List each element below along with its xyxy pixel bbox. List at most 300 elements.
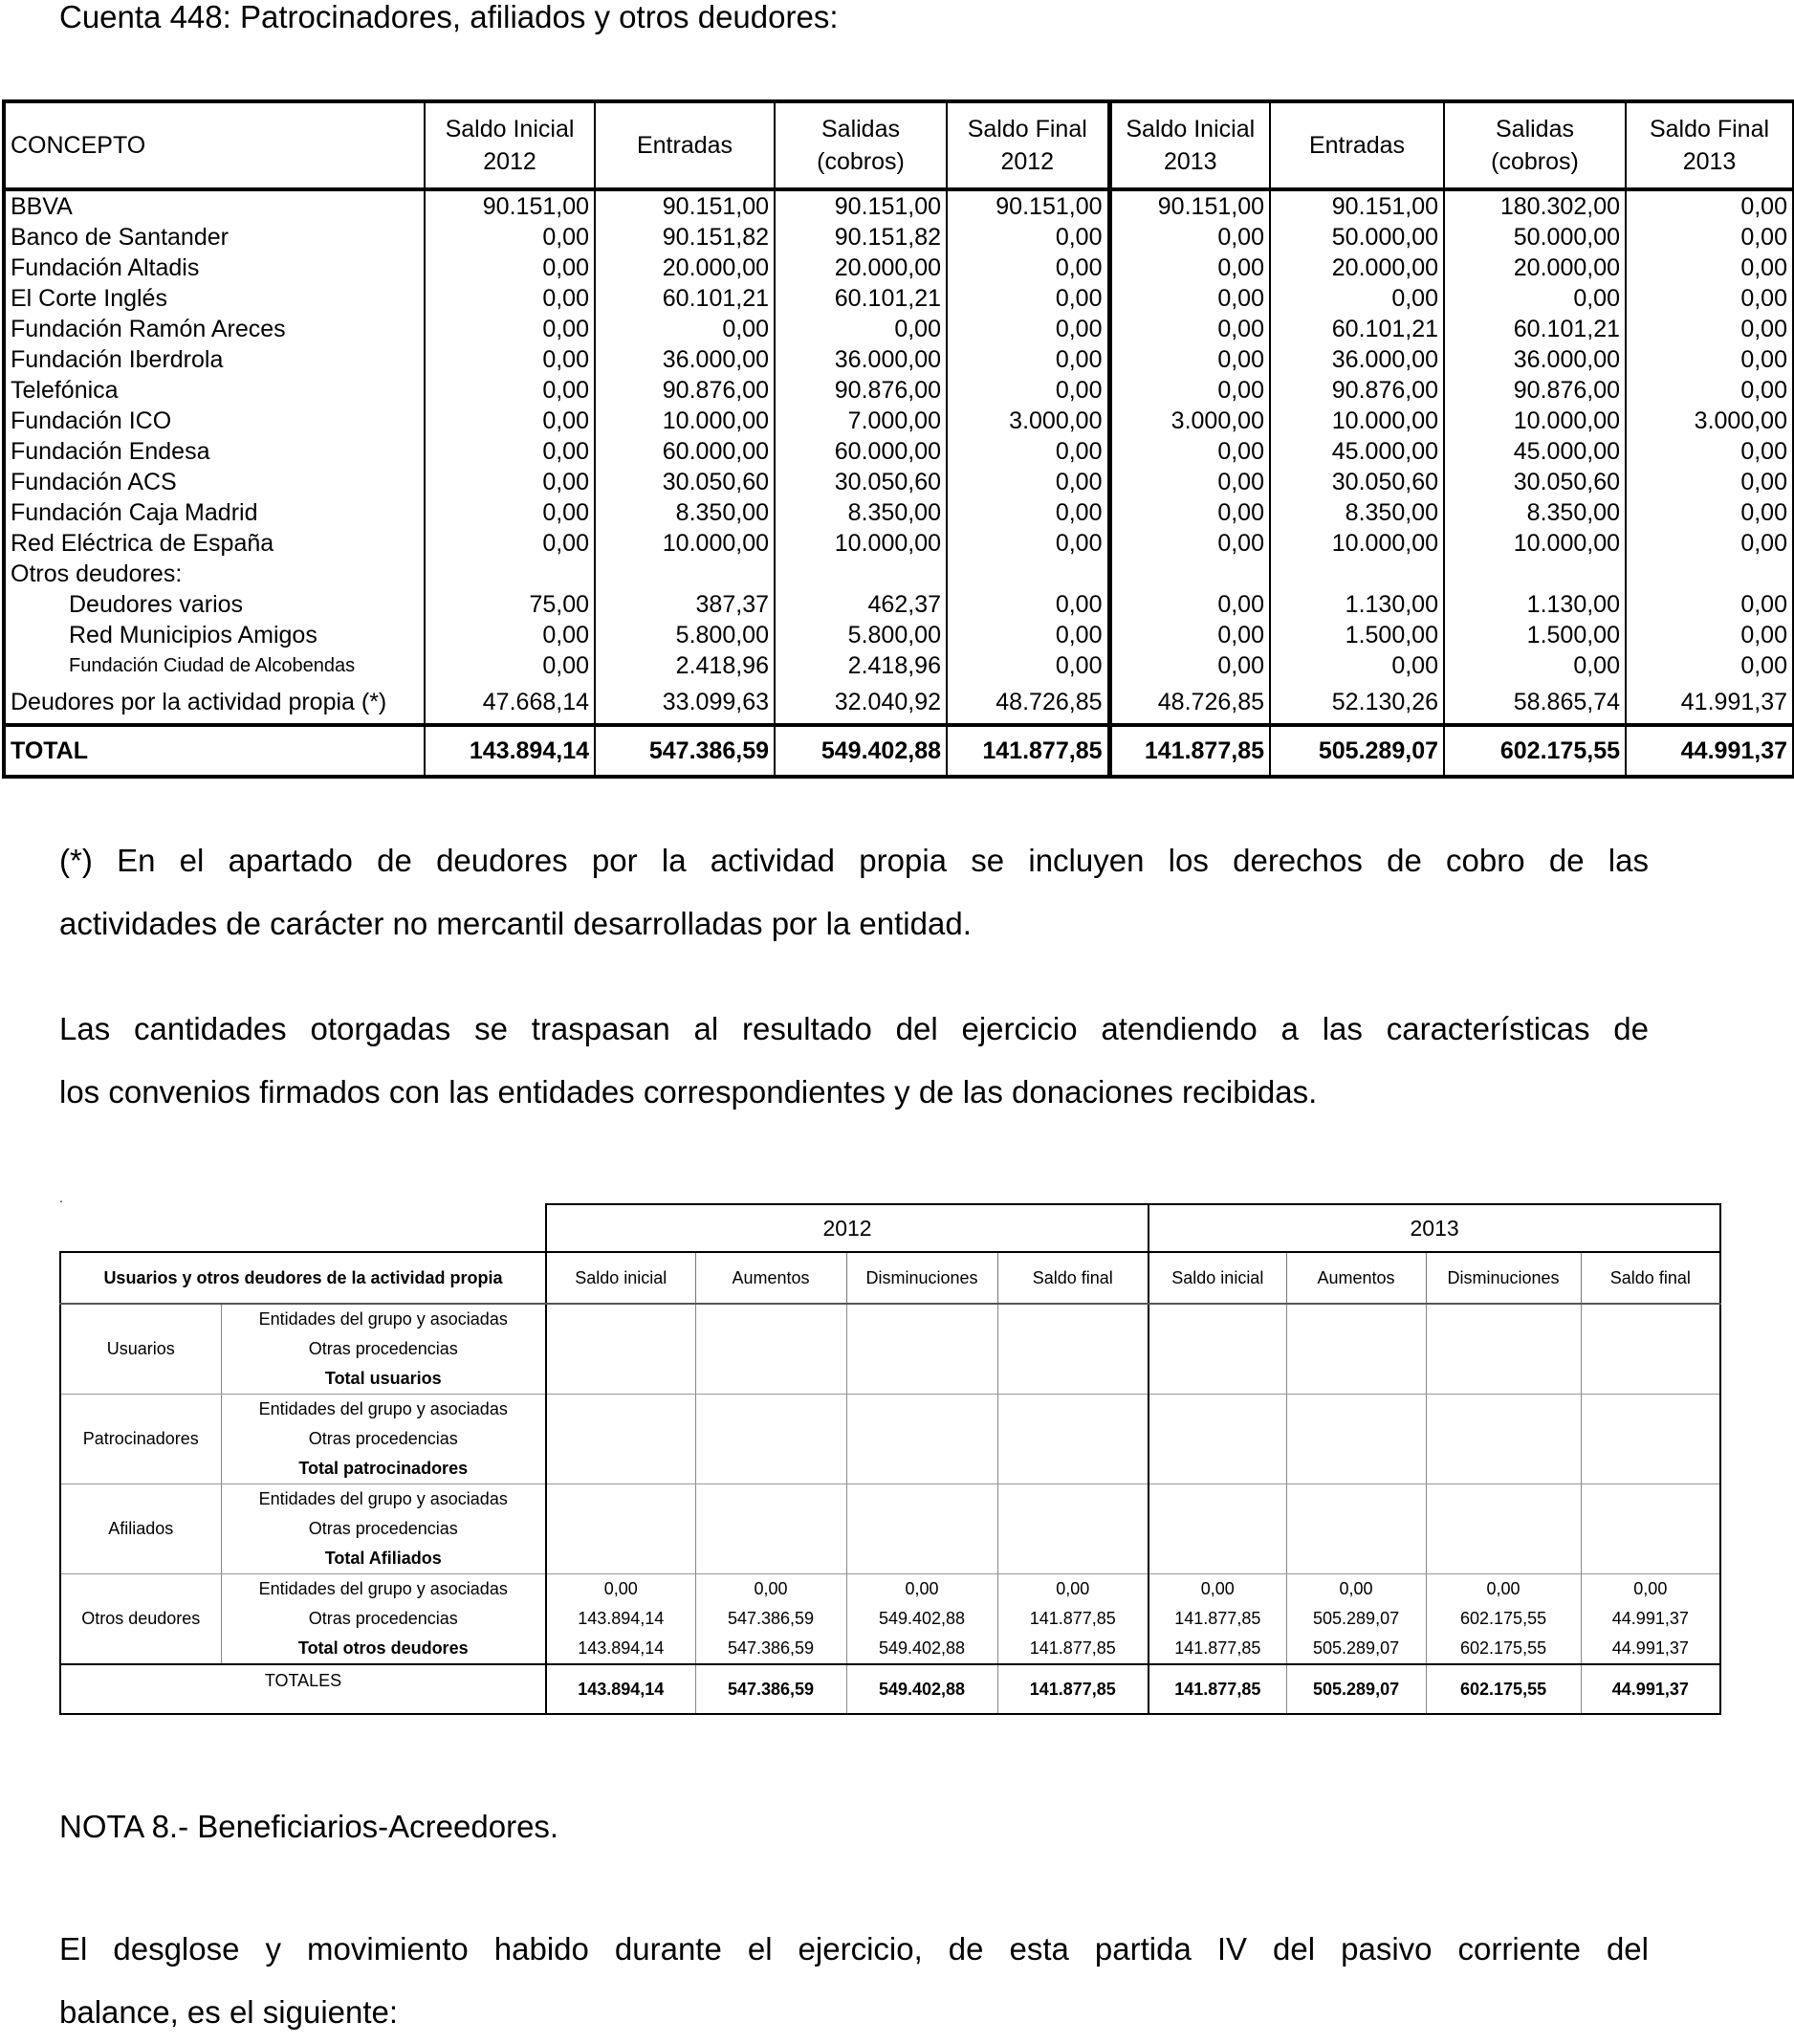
table-cell: 0,00 — [425, 283, 595, 314]
table-cell: 387,37 — [595, 589, 775, 620]
totals-cell: 141.877,85 — [1149, 1664, 1286, 1714]
column-header-line: Salidas — [1496, 116, 1574, 143]
table-cell: 90.151,82 — [775, 222, 947, 253]
table-cell — [695, 1364, 846, 1395]
table-cell: 0,00 — [947, 589, 1109, 620]
table-cell: 0,00 — [947, 222, 1109, 253]
table-cell: 0,00 — [947, 467, 1109, 497]
table-cell: 0,00 — [425, 344, 595, 375]
column-header: Disminuciones — [846, 1252, 997, 1304]
table-cell: 0,00 — [1109, 528, 1270, 559]
table-cell: 0,00 — [425, 650, 595, 681]
table-cell — [1426, 1304, 1581, 1334]
table-cell — [695, 1514, 846, 1544]
table-cell: 48.726,85 — [947, 681, 1109, 725]
table-cell — [546, 1424, 695, 1454]
table-cell: 602.175,55 — [1444, 725, 1626, 777]
column-header: Aumentos — [695, 1252, 846, 1304]
row-label: Fundación Ramón Areces — [11, 316, 286, 342]
debtors-activity-table — [59, 1203, 1721, 1715]
table-cell — [1286, 1304, 1426, 1334]
table-cell — [1426, 1544, 1581, 1574]
table-cell: 90.876,00 — [775, 375, 947, 406]
table-cell — [1581, 1544, 1720, 1574]
column-header-line: Saldo Final — [1649, 116, 1770, 143]
table-cell — [846, 1454, 997, 1484]
column-header-line: Saldo Inicial — [1126, 116, 1256, 143]
table-cell: 0,00 — [1109, 497, 1270, 528]
table-cell — [1149, 1304, 1286, 1334]
table-cell — [425, 559, 595, 589]
table-cell — [1149, 1514, 1286, 1544]
row-label: Deudores varios — [69, 591, 244, 618]
table-cell — [1286, 1544, 1426, 1574]
paragraph — [59, 998, 1649, 1124]
table-cell: 90.151,00 — [1109, 189, 1270, 222]
table-cell — [1581, 1454, 1720, 1484]
table-cell: 0,00 — [1109, 436, 1270, 467]
paragraph-line: los convenios firmados con las entidades correspondientes y de las donaciones recibidas. — [59, 1074, 1318, 1110]
table-cell: 0,00 — [425, 497, 595, 528]
table-cell: 0,00 — [1109, 467, 1270, 497]
table-cell: 47.668,14 — [425, 681, 595, 725]
column-header-line: Entradas — [1308, 132, 1406, 159]
column-header: Saldo inicial — [1149, 1252, 1286, 1304]
table-cell — [1149, 1424, 1286, 1454]
table-row — [60, 1304, 1720, 1334]
table-cell: 1.500,00 — [1270, 620, 1444, 650]
table-cell — [997, 1334, 1149, 1364]
table-cell — [1626, 559, 1794, 589]
table-cell: 50.000,00 — [1444, 222, 1626, 253]
table-cell — [846, 1395, 997, 1425]
table-cell: 505.289,07 — [1270, 725, 1444, 777]
table-cell: 0,00 — [1109, 620, 1270, 650]
table-row — [4, 559, 1794, 589]
table-cell: 90.151,00 — [775, 189, 947, 222]
column-header — [595, 101, 775, 189]
table-cell: 8.350,00 — [775, 497, 947, 528]
table-cell: 20.000,00 — [1444, 253, 1626, 283]
table-cell: 547.386,59 — [695, 1634, 846, 1664]
paragraph-line: Las cantidades otorgadas se traspasan al resultado del ejercicio atendiendo a las características de — [59, 1011, 1649, 1046]
table-cell — [1286, 1395, 1426, 1425]
column-header-line: CONCEPTO — [11, 132, 146, 159]
table-cell: 2.418,96 — [775, 650, 947, 681]
table-cell: 547.386,59 — [695, 1604, 846, 1634]
table-cell: 549.402,88 — [846, 1604, 997, 1634]
totals-cell: 505.289,07 — [1286, 1664, 1426, 1714]
row-label: Otras procedencias — [221, 1424, 546, 1454]
note-line: balance, es el siguiente: — [59, 1994, 399, 2030]
table-cell — [997, 1424, 1149, 1454]
table-cell — [546, 1395, 695, 1425]
table-cell: 5.800,00 — [775, 620, 947, 650]
note-paragraph — [59, 1918, 1649, 2044]
table-cell: 75,00 — [425, 589, 595, 620]
table-cell: 1.130,00 — [1270, 589, 1444, 620]
table-cell: 143.894,14 — [546, 1634, 695, 1664]
column-header: Disminuciones — [1426, 1252, 1581, 1304]
group-label: Otros deudores — [60, 1574, 221, 1665]
table-row — [4, 222, 1794, 253]
table-cell: 0,00 — [775, 314, 947, 344]
table-cell: 0,00 — [425, 222, 595, 253]
table-row — [60, 1334, 1720, 1364]
table-cell: 33.099,63 — [595, 681, 775, 725]
table-cell: 0,00 — [1626, 589, 1794, 620]
table-cell: 50.000,00 — [1270, 222, 1444, 253]
table-cell — [1286, 1334, 1426, 1364]
table-cell — [546, 1334, 695, 1364]
column-header-line: 2012 — [1000, 148, 1055, 175]
table-cell — [1286, 1514, 1426, 1544]
table-cell: 60.101,21 — [595, 283, 775, 314]
table-row — [4, 620, 1794, 650]
table-cell — [997, 1454, 1149, 1484]
table-cell — [695, 1304, 846, 1334]
table-cell: 462,37 — [775, 589, 947, 620]
table-cell — [846, 1424, 997, 1454]
table-cell: 0,00 — [947, 620, 1109, 650]
table-cell — [695, 1395, 846, 1425]
table-cell — [546, 1484, 695, 1515]
table-cell — [947, 559, 1109, 589]
table-cell: 36.000,00 — [775, 344, 947, 375]
row-label: Entidades del grupo y asociadas — [221, 1395, 546, 1425]
table-cell: 0,00 — [1109, 589, 1270, 620]
year-header: 2013 — [1149, 1204, 1720, 1252]
column-header-line: Saldo Final — [967, 116, 1087, 143]
table-cell: 0,00 — [947, 253, 1109, 283]
totals-label: TOTALES — [60, 1664, 546, 1714]
table-cell: 0,00 — [947, 497, 1109, 528]
table-cell: 0,00 — [1109, 344, 1270, 375]
totals-cell: 547.386,59 — [695, 1664, 846, 1714]
table-cell: 141.877,85 — [1109, 725, 1270, 777]
table-cell: 0,00 — [1626, 375, 1794, 406]
table-cell: 0,00 — [425, 375, 595, 406]
table-row — [4, 681, 1794, 725]
table-cell: 0,00 — [947, 344, 1109, 375]
column-header: Saldo final — [1581, 1252, 1720, 1304]
table-cell: 0,00 — [1626, 283, 1794, 314]
table-cell: 143.894,14 — [546, 1604, 695, 1634]
table-cell — [546, 1364, 695, 1395]
table-row — [60, 1424, 1720, 1454]
table-cell: 0,00 — [1626, 436, 1794, 467]
table-cell: 0,00 — [947, 283, 1109, 314]
table-cell: 602.175,55 — [1426, 1634, 1581, 1664]
column-header — [1444, 101, 1626, 189]
table-cell: 0,00 — [425, 436, 595, 467]
table-cell: 0,00 — [1626, 222, 1794, 253]
table-row — [4, 283, 1794, 314]
table-row — [60, 1574, 1720, 1605]
table-cell — [546, 1514, 695, 1544]
table-cell — [695, 1484, 846, 1515]
table-cell: 0,00 — [1270, 650, 1444, 681]
table-cell — [695, 1424, 846, 1454]
table-cell — [1286, 1484, 1426, 1515]
row-label: Fundación Altadis — [11, 254, 200, 281]
table-cell: 5.800,00 — [595, 620, 775, 650]
table-cell: 0,00 — [1626, 253, 1794, 283]
group-label: Usuarios — [60, 1304, 221, 1395]
column-header-line: Salidas — [821, 116, 900, 143]
table-cell: 20.000,00 — [595, 253, 775, 283]
table-cell: 141.877,85 — [1149, 1634, 1286, 1664]
table-cell — [695, 1454, 846, 1484]
table-cell: 141.877,85 — [947, 725, 1109, 777]
table-cell: 0,00 — [1426, 1574, 1581, 1605]
footnote — [59, 829, 1649, 956]
table-cell — [1581, 1364, 1720, 1395]
table-cell — [1149, 1395, 1286, 1425]
table-cell: 2.418,96 — [595, 650, 775, 681]
column-header-line: Saldo Inicial — [445, 116, 575, 143]
table-row — [4, 253, 1794, 283]
row-label: Fundación Iberdrola — [11, 346, 224, 373]
totals-cell: 44.991,37 — [1581, 1664, 1720, 1714]
table-row — [60, 1514, 1720, 1544]
table-cell: 180.302,00 — [1444, 189, 1626, 222]
row-label: TOTAL — [4, 725, 425, 777]
table-cell — [695, 1334, 846, 1364]
column-header — [947, 101, 1109, 189]
table-cell — [1426, 1514, 1581, 1544]
header-row — [4, 101, 1794, 189]
table-cell: 20.000,00 — [775, 253, 947, 283]
column-header-line: 2013 — [1682, 148, 1737, 175]
table-cell: 60.000,00 — [775, 436, 947, 467]
table-cell: 44.991,37 — [1581, 1634, 1720, 1664]
table-cell: 141.877,85 — [997, 1604, 1149, 1634]
table-cell — [846, 1364, 997, 1395]
table-cell — [846, 1304, 997, 1334]
row-label: Red Municipios Amigos — [69, 622, 317, 648]
table-cell: 90.151,82 — [595, 222, 775, 253]
column-header — [425, 101, 595, 189]
table-cell: 8.350,00 — [1270, 497, 1444, 528]
column-header — [1270, 101, 1444, 189]
table-cell — [1270, 559, 1444, 589]
group-label: Patrocinadores — [60, 1395, 221, 1484]
table-cell: 44.991,37 — [1626, 725, 1794, 777]
table-cell — [997, 1304, 1149, 1334]
table-cell — [1109, 559, 1270, 589]
table-cell: 0,00 — [1444, 650, 1626, 681]
table-cell — [775, 559, 947, 589]
table-cell: 1.500,00 — [1444, 620, 1626, 650]
table-cell: 30.050,60 — [775, 467, 947, 497]
row-label: Fundación ICO — [11, 407, 172, 434]
table-cell — [1149, 1334, 1286, 1364]
table-cell — [1581, 1334, 1720, 1364]
table-cell — [846, 1334, 997, 1364]
table-cell: 0,00 — [1626, 650, 1794, 681]
table-cell: 60.101,21 — [1444, 314, 1626, 344]
table-cell: 10.000,00 — [1444, 528, 1626, 559]
table-cell: 0,00 — [695, 1574, 846, 1605]
table-cell: 10.000,00 — [595, 528, 775, 559]
table-cell — [595, 559, 775, 589]
table-cell — [997, 1544, 1149, 1574]
table-cell: 90.876,00 — [595, 375, 775, 406]
table-cell: 8.350,00 — [1444, 497, 1626, 528]
row-label: Red Eléctrica de España — [11, 530, 274, 557]
note-title: NOTA 8.- Beneficiarios-Acreedores. — [59, 1809, 559, 1844]
table-cell: 90.151,00 — [1270, 189, 1444, 222]
table-cell: 0,00 — [1109, 253, 1270, 283]
row-label: Entidades del grupo y asociadas — [221, 1304, 546, 1334]
table-cell: 0,00 — [1581, 1574, 1720, 1605]
table-cell: 58.865,74 — [1444, 681, 1626, 725]
row-label: Total usuarios — [221, 1364, 546, 1395]
table-row — [4, 497, 1794, 528]
table-cell: 547.386,59 — [595, 725, 775, 777]
table-cell: 60.101,21 — [775, 283, 947, 314]
table-cell — [1426, 1484, 1581, 1515]
column-header — [1626, 101, 1794, 189]
table-cell: 10.000,00 — [1270, 406, 1444, 436]
year-header: 2012 — [546, 1204, 1149, 1252]
table-cell: 0,00 — [846, 1574, 997, 1605]
table-cell — [997, 1395, 1149, 1425]
table-cell: 0,00 — [1626, 620, 1794, 650]
account-448-table — [2, 99, 1794, 779]
table-cell: 0,00 — [425, 253, 595, 283]
table-cell: 3.000,00 — [1109, 406, 1270, 436]
table-row — [4, 375, 1794, 406]
table-cell — [997, 1364, 1149, 1395]
row-label: Fundación Caja Madrid — [11, 499, 258, 526]
column-header-line: 2013 — [1163, 148, 1217, 175]
row-label: Entidades del grupo y asociadas — [221, 1484, 546, 1515]
table-cell: 48.726,85 — [1109, 681, 1270, 725]
table-cell: 0,00 — [1626, 314, 1794, 344]
totals-cell: 141.877,85 — [997, 1664, 1149, 1714]
table-cell: 30.050,60 — [1444, 467, 1626, 497]
table-cell — [1286, 1424, 1426, 1454]
row-label: Otras procedencias — [221, 1514, 546, 1544]
table-row — [60, 1604, 1720, 1634]
table-row — [4, 467, 1794, 497]
table-cell: 0,00 — [425, 620, 595, 650]
table-cell: 549.402,88 — [775, 725, 947, 777]
concept-header: Usuarios y otros deudores de la actividad propia — [60, 1252, 546, 1304]
table-cell: 0,00 — [425, 406, 595, 436]
table-cell: 0,00 — [1626, 467, 1794, 497]
table-cell: 44.991,37 — [1581, 1604, 1720, 1634]
table-cell: 141.877,85 — [1149, 1604, 1286, 1634]
table-cell: 0,00 — [425, 528, 595, 559]
row-label: Otros deudores: — [11, 560, 183, 587]
table-cell — [1444, 559, 1626, 589]
footnote-line: (*) En el apartado de deudores por la actividad propia se incluyen los derechos de cobro de las — [59, 843, 1649, 878]
table-cell: 505.289,07 — [1286, 1604, 1426, 1634]
table-cell: 0,00 — [1109, 222, 1270, 253]
row-label: Banco de Santander — [11, 224, 229, 251]
table-cell — [1426, 1334, 1581, 1364]
account-heading: Cuenta 448: Patrocinadores, afiliados y otros deudores: — [59, 0, 839, 34]
year-row — [60, 1204, 1720, 1252]
row-label: El Corte Inglés — [11, 285, 167, 312]
table-cell — [546, 1304, 695, 1334]
table-cell: 0,00 — [1109, 650, 1270, 681]
table-cell — [1286, 1364, 1426, 1395]
table-cell: 30.050,60 — [595, 467, 775, 497]
table-cell: 90.876,00 — [1270, 375, 1444, 406]
table-cell: 10.000,00 — [1270, 528, 1444, 559]
table-cell: 0,00 — [1626, 528, 1794, 559]
table-cell: 141.877,85 — [997, 1634, 1149, 1664]
table-cell — [1426, 1454, 1581, 1484]
table-cell: 0,00 — [1109, 314, 1270, 344]
table-cell — [1581, 1395, 1720, 1425]
table-cell: 3.000,00 — [947, 406, 1109, 436]
table-cell — [1149, 1484, 1286, 1515]
table-cell — [1149, 1544, 1286, 1574]
row-label: Total otros deudores — [221, 1634, 546, 1664]
column-header — [1109, 101, 1270, 189]
table-cell: 0,00 — [1626, 189, 1794, 222]
totals-row — [60, 1664, 1720, 1714]
table-cell — [1581, 1424, 1720, 1454]
table-cell: 0,00 — [947, 314, 1109, 344]
table-row — [60, 1484, 1720, 1515]
table-cell: 10.000,00 — [775, 528, 947, 559]
table-row — [4, 589, 1794, 620]
table-cell: 0,00 — [1109, 375, 1270, 406]
table-cell — [1286, 1454, 1426, 1484]
table-cell: 0,00 — [947, 650, 1109, 681]
totals-cell: 602.175,55 — [1426, 1664, 1581, 1714]
table-cell: 32.040,92 — [775, 681, 947, 725]
note-line: El desglose y movimiento habido durante el ejercicio, de esta partida IV del pasivo corriente del — [59, 1931, 1649, 1967]
totals-cell: 143.894,14 — [546, 1664, 695, 1714]
table-cell: 0,00 — [1270, 283, 1444, 314]
column-header-line: 2012 — [483, 148, 536, 175]
table-cell: 0,00 — [1149, 1574, 1286, 1605]
row-label: Deudores por la actividad propia (*) — [11, 689, 387, 715]
column-header-line: Entradas — [636, 132, 733, 159]
row-label: Fundación Endesa — [11, 438, 210, 465]
row-label: BBVA — [11, 193, 73, 220]
table-cell — [1581, 1514, 1720, 1544]
row-label: Telefónica — [11, 377, 119, 404]
table-cell: 8.350,00 — [595, 497, 775, 528]
table-row — [60, 1395, 1720, 1425]
footnote-line: actividades de carácter no mercantil desarrolladas por la entidad. — [59, 906, 972, 941]
table-cell: 10.000,00 — [595, 406, 775, 436]
column-header-line: (cobros) — [817, 148, 905, 175]
group-label: Afiliados — [60, 1484, 221, 1574]
row-label: Fundación Ciudad de Alcobendas — [69, 655, 356, 676]
column-header: Saldo inicial — [546, 1252, 695, 1304]
table-cell — [546, 1454, 695, 1484]
column-header — [775, 101, 947, 189]
table-cell: 0,00 — [1109, 283, 1270, 314]
table-row — [4, 189, 1794, 222]
table-row — [60, 1544, 1720, 1574]
table-cell: 41.991,37 — [1626, 681, 1794, 725]
table-cell: 30.050,60 — [1270, 467, 1444, 497]
table-cell: 10.000,00 — [1444, 406, 1626, 436]
table-cell: 60.000,00 — [595, 436, 775, 467]
row-label: Total patrocinadores — [221, 1454, 546, 1484]
table-cell: 0,00 — [1626, 497, 1794, 528]
